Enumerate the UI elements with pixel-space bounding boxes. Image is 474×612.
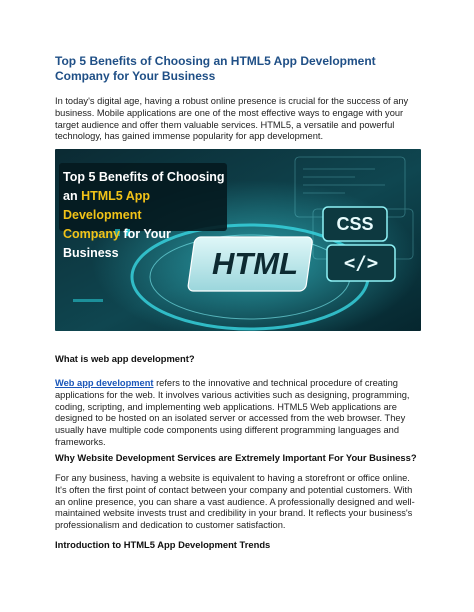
html-badge: HTML xyxy=(211,246,299,281)
hero-headline-line3-post: for Your Business xyxy=(63,227,171,260)
page-title: Top 5 Benefits of Choosing an HTML5 App Development Company for Your Business xyxy=(55,54,376,83)
section-heading-why-website: Why Website Development Services are Extremely Important For Your Business? xyxy=(55,452,417,463)
section-heading-html5-trends: Introduction to HTML5 App Development Trends xyxy=(55,539,271,550)
web-app-paragraph xyxy=(55,378,420,449)
hero-headline-accent-2: Company xyxy=(63,227,120,241)
hero-headline-line1: Top 5 Benefits of Choosing xyxy=(63,170,225,184)
css-badge: CSS xyxy=(336,214,374,234)
section-heading-web-app: What is web app development? xyxy=(55,353,195,364)
hero-banner-image xyxy=(55,149,421,331)
hero-headline-line2-pre: an xyxy=(63,189,82,203)
why-website-paragraph: For any business, having a website is equivalent to having a storefront or office online. It's often the first point of contact between your company and potential customers. With an online presence, you can share a vast audience. A professionally designed and well-maintained website invests trust and credibility in your brand. It reflects your business's professionalism and dedication to customer satisfaction. xyxy=(55,473,415,531)
code-tag-icon: </> xyxy=(343,252,379,274)
intro-paragraph: In today's digital age, having a robust online presence is crucial for the success of any business. Mobile applications are one of the most effective ways to engage with your target audience and offer them valuable services. HTML5, a versatile and powerful technology, has gained immense popularity for app development. xyxy=(55,96,409,142)
hero-headline-accent-1: HTML5 App Development xyxy=(63,189,151,222)
web-app-paragraph-body: refers to the innovative and technical procedure of creating applications for the web. It involves various activities such as designing, programming, coding, scripting, and implementing web applications. HTML5 Web applications are designed to be hosted on an isolated server or accessed from the web browser. They usually have multiple code components using different programming languages and frameworks. xyxy=(55,378,410,447)
web-app-development-link[interactable]: Web app development xyxy=(55,378,154,388)
